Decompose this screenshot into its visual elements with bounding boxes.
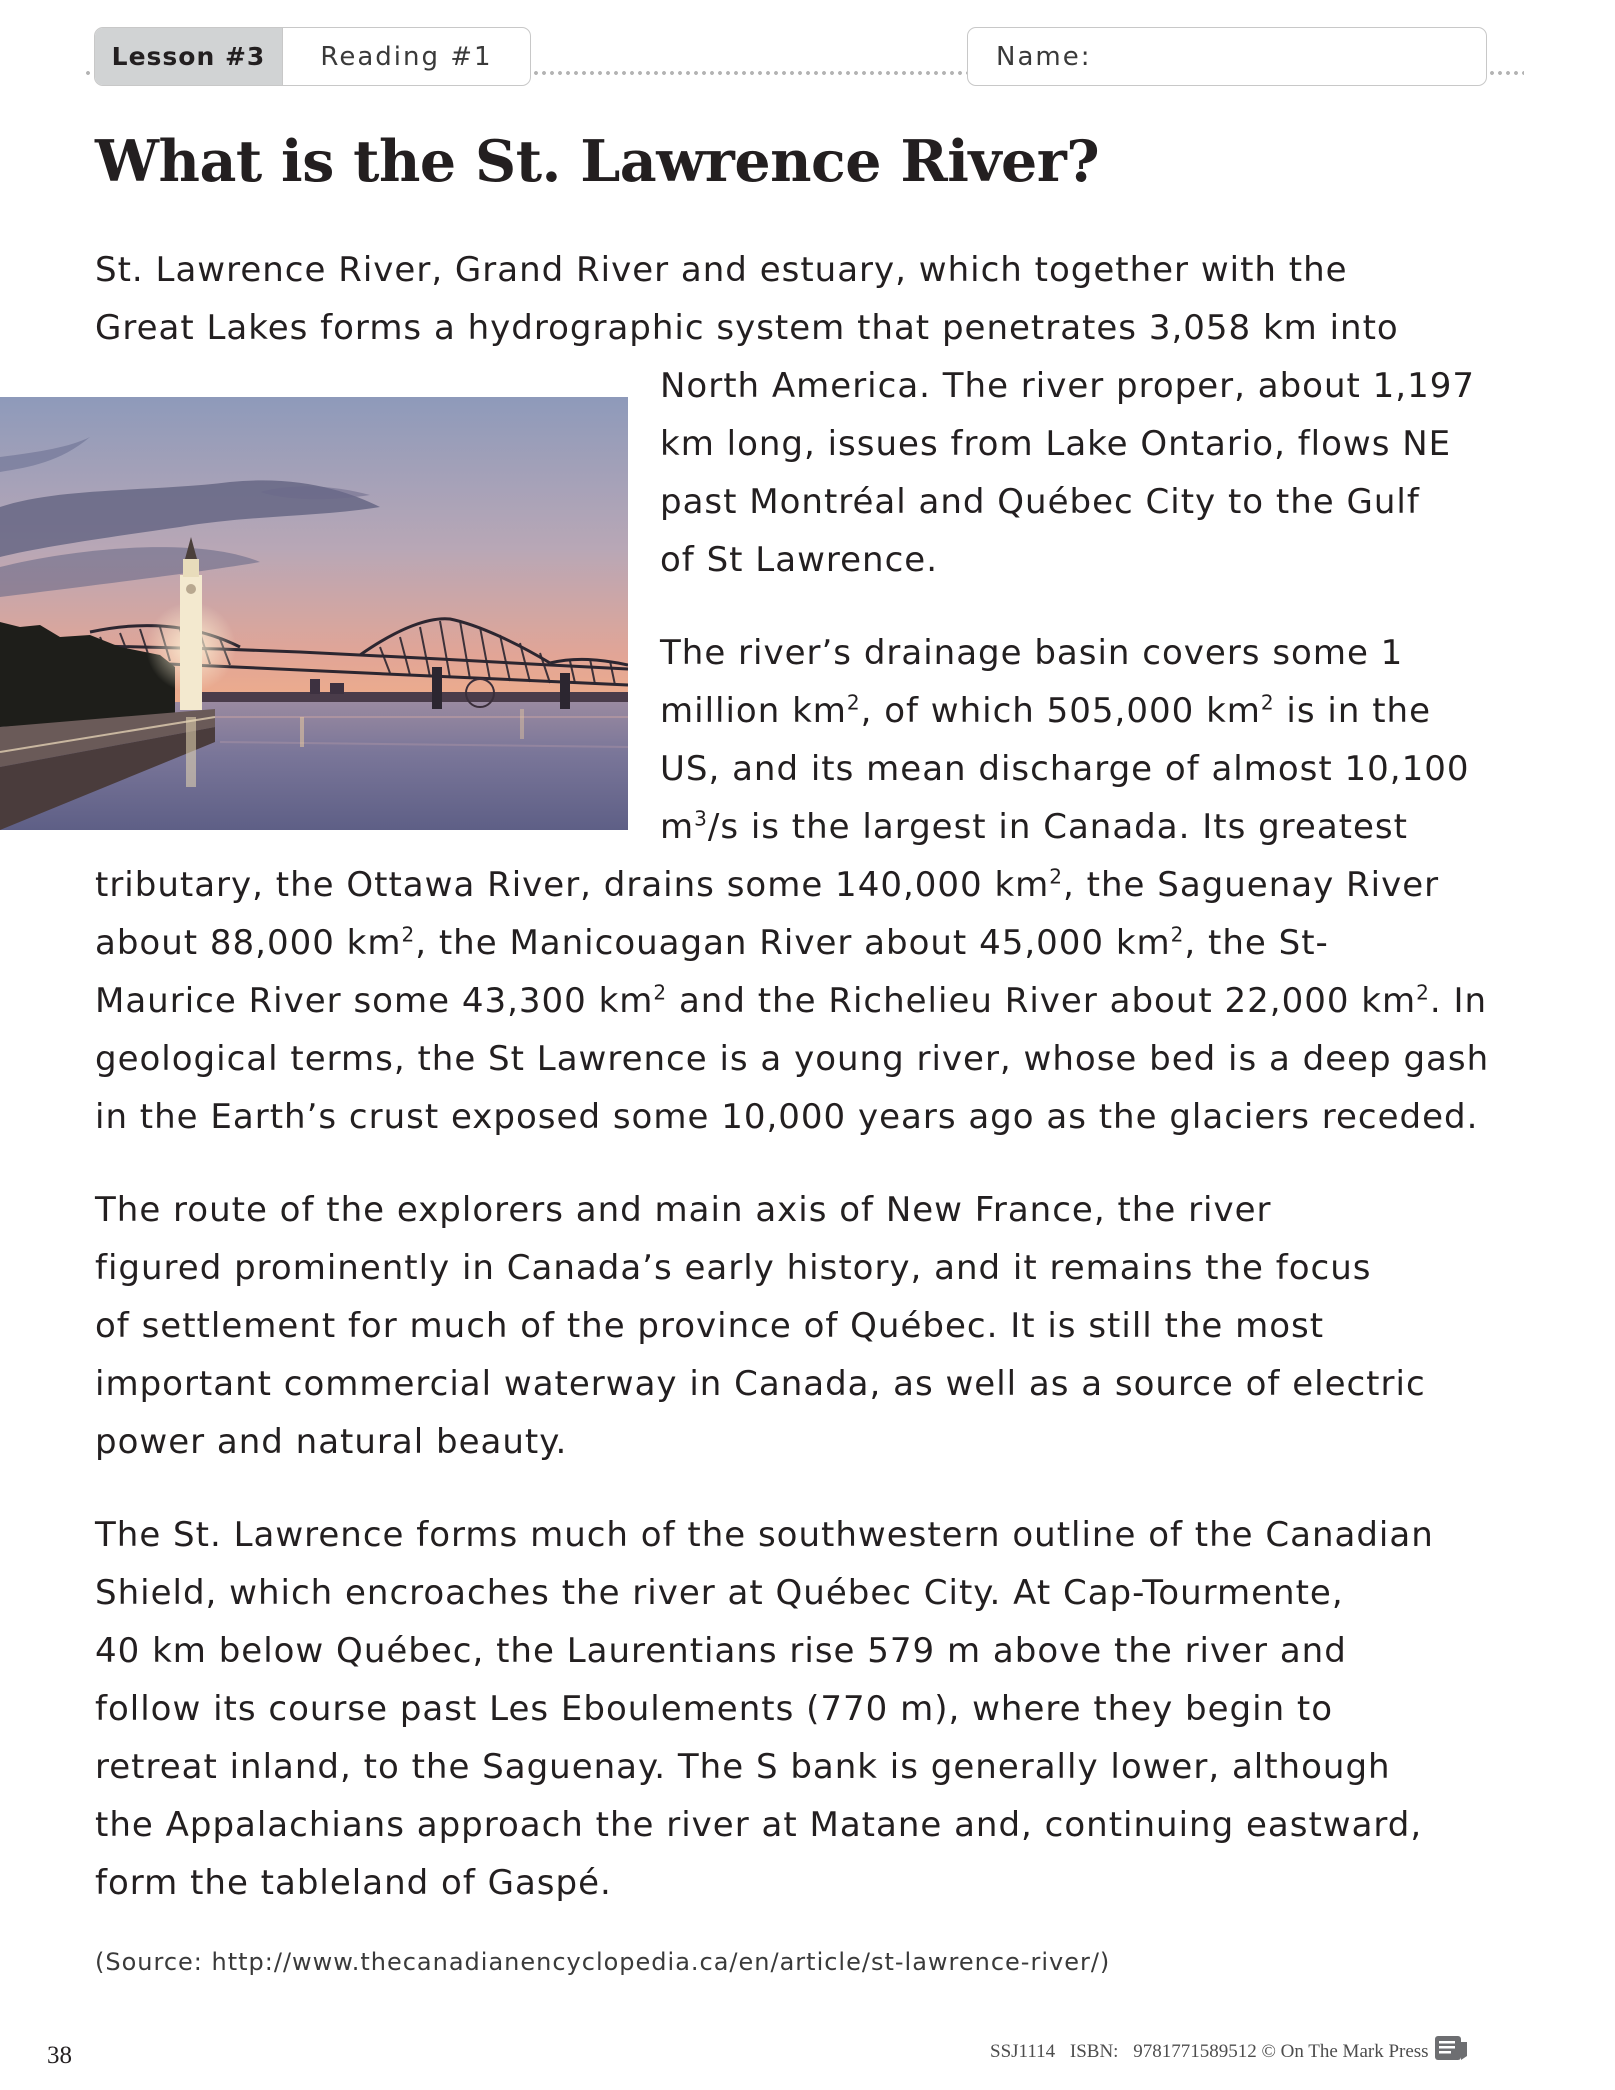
paragraph-3-line-5: power and natural beauty. [95, 1422, 568, 1462]
text-run: , the St- [1184, 923, 1329, 963]
paragraph-4-line-3: 40 km below Québec, the Laurentians rise 579 m above the river and [95, 1631, 1347, 1671]
paragraph-2-line-8: geological terms, the St Lawrence is a young river, whose bed is a deep gash [95, 1039, 1490, 1079]
paragraph-4-line-4: follow its course past Les Eboulements (770 m), where they begin to [95, 1689, 1334, 1729]
paragraph-4-line-2: Shield, which encroaches the river at Québec City. At Cap-Tourmente, [95, 1573, 1344, 1613]
lesson-label: Lesson #3 [95, 28, 283, 85]
isbn-label: ISBN: [1069, 2041, 1119, 2062]
paragraph-2-line-3: US, and its mean discharge of almost 10,100 [660, 749, 1470, 789]
superscript: 2 [401, 922, 416, 947]
superscript: 2 [846, 690, 861, 715]
superscript: 2 [653, 980, 668, 1005]
text-run: million km [660, 691, 847, 731]
superscript: 2 [1049, 864, 1064, 889]
paragraph-1-line-2: Great Lakes forms a hydrographic system that penetrates 3,058 km into [95, 308, 1399, 348]
paragraph-3-line-3: of settlement for much of the province of Québec. It is still the most [95, 1306, 1325, 1346]
paragraph-4-line-1: The St. Lawrence forms much of the southwestern outline of the Canadian [95, 1515, 1434, 1555]
paragraph-1-line-1: St. Lawrence River, Grand River and estuary, which together with the [95, 250, 1348, 290]
paragraph-1-line-5: past Montréal and Québec City to the Gulf [660, 482, 1420, 522]
text-run: tributary, the Ottawa River, drains some 140,000 km [95, 865, 1050, 905]
lesson-header [94, 27, 531, 86]
st-lawrence-bridge-photo [0, 397, 628, 830]
superscript: 2 [1260, 690, 1275, 715]
text-run: , the Manicouagan River about 45,000 km [415, 923, 1171, 963]
source-citation: (Source: http://www.thecanadianencyclopedia.ca/en/article/st-lawrence-river/) [95, 1948, 1111, 1976]
text-run: , of which 505,000 km [860, 691, 1261, 731]
header-dotted-rule-right [1488, 71, 1524, 75]
paragraph-3-line-4: important commercial waterway in Canada, as well as a source of electric [95, 1364, 1426, 1404]
paragraph-1-line-6: of St Lawrence. [660, 540, 939, 580]
text-run: about 88,000 km [95, 923, 402, 963]
paragraph-2-line-7 [95, 981, 1487, 1021]
text-run: and the Richelieu River about 22,000 km [667, 981, 1417, 1021]
paragraph-2-line-9: in the Earth’s crust exposed some 10,000 years ago as the glaciers receded. [95, 1097, 1479, 1137]
page-number: 38 [47, 2042, 72, 2069]
page-title: What is the St. Lawrence River? [95, 128, 1100, 195]
reading-label: Reading #1 [320, 41, 493, 72]
text-run: /s is the largest in Canada. Its greatest [707, 807, 1408, 847]
paragraph-1-line-3: North America. The river proper, about 1,197 [660, 366, 1476, 406]
paragraph-2-line-2 [660, 691, 1431, 731]
name-field[interactable] [967, 27, 1487, 86]
paragraph-3-line-2: figured prominently in Canada’s early history, and it remains the focus [95, 1248, 1372, 1288]
paragraph-1-line-4: km long, issues from Lake Ontario, flows NE [660, 424, 1452, 464]
paragraph-4-line-6: the Appalachians approach the river at Matane and, continuing eastward, [95, 1805, 1423, 1845]
product-code: SSJ1114 [990, 2041, 1056, 2062]
paragraph-2-line-5 [95, 865, 1439, 905]
header-dotted-rule-middle [532, 71, 967, 75]
footer-publisher-info [990, 2041, 1439, 2063]
paragraph-2-line-6 [95, 923, 1329, 963]
superscript: 2 [1416, 980, 1430, 1005]
text-run: . In [1429, 981, 1488, 1021]
paragraph-4-line-7: form the tableland of Gaspé. [95, 1863, 612, 1903]
name-label: Name: [996, 41, 1092, 72]
superscript: 3 [694, 806, 708, 831]
paragraph-2-line-1: The river’s drainage basin covers some 1 [660, 633, 1404, 673]
paragraph-4-line-5: retreat inland, to the Saguenay. The S bank is generally lower, although [95, 1747, 1391, 1787]
text-run: m [660, 807, 695, 847]
on-the-mark-press-logo-icon [1434, 2034, 1468, 2064]
paragraph-2-line-4 [660, 807, 1408, 847]
bridge-sunset-photo-icon [0, 397, 628, 830]
superscript: 2 [1170, 922, 1185, 947]
paragraph-3-line-1: The route of the explorers and main axis of New France, the river [95, 1190, 1272, 1230]
text-run: is in the [1274, 691, 1431, 731]
text-run: Maurice River some 43,300 km [95, 981, 654, 1021]
text-run: , the Saguenay River [1063, 865, 1440, 905]
isbn-value: 9781771589512 © On The Mark Press [1133, 2041, 1429, 2062]
